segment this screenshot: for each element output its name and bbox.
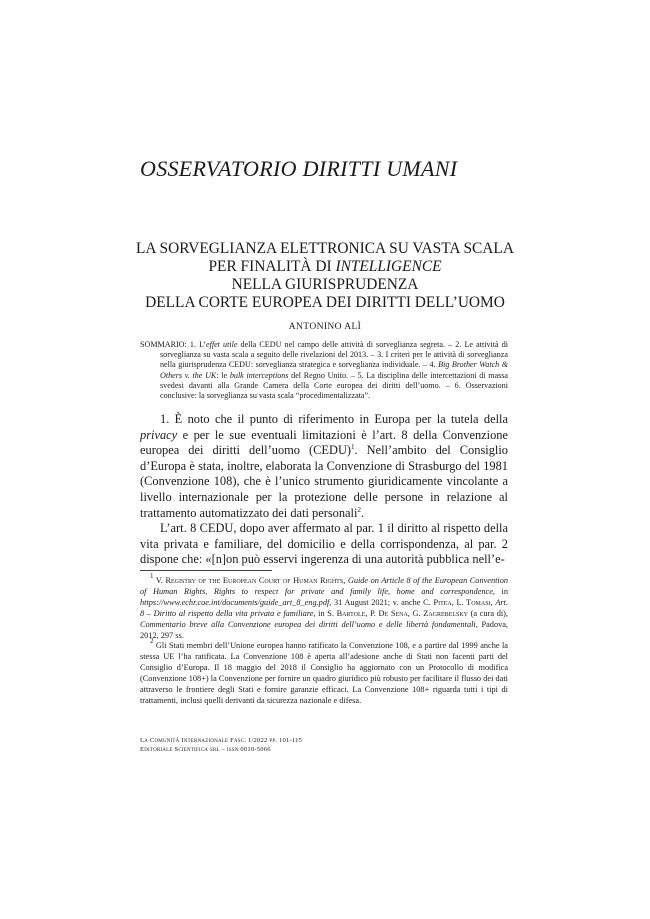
footnote-2 bbox=[140, 637, 508, 706]
summary-part: : le bbox=[216, 370, 230, 380]
summary-text bbox=[140, 340, 508, 401]
body-paragraph-2: L’art. 8 CEDU, dopo aver affermato al par. 1 il diritto al rispetto della vita privata e familiare, del domicilio e della corrispondenza, al par. 2 dispone che: «[n]on può esservi ingerenza di una autorità pubblica nell’e- bbox=[140, 521, 508, 567]
summary bbox=[140, 340, 508, 401]
summary-italic: Big Brother Watch & Others v. the UK bbox=[160, 360, 509, 380]
colophon-journal: La Comunità Internazionale Fasc. 1/2022 pp. 101-115 bbox=[140, 737, 303, 744]
summary-part: 1. L’ bbox=[186, 340, 206, 349]
footnote-smallcaps: S. Bartole, P. De Sena, G. Zagrebelsky bbox=[327, 608, 468, 618]
summary-italic: bulk interceptions bbox=[229, 370, 289, 380]
body-italic: privacy bbox=[140, 427, 178, 442]
footnote-part: , Padova, 2012, 297 ss. bbox=[140, 619, 508, 640]
article-title-line-2 bbox=[120, 258, 530, 276]
body-part: 1. È noto che il punto di riferimento in Europa per la tutela della bbox=[160, 412, 508, 426]
article-title-line-2-italic: INTELLIGENCE bbox=[335, 258, 442, 275]
body-part: . bbox=[360, 505, 365, 520]
footnote-part: (a cura di), bbox=[468, 608, 508, 618]
article-title-line-1: LA SORVEGLIANZA ELETTRONICA SU VASTA SCALA bbox=[136, 240, 514, 257]
colophon-publisher: Editoriale Scientifica srl – issn 0010-5066 bbox=[140, 746, 271, 753]
footnote-part: , in bbox=[313, 608, 328, 618]
summary-italic: effet utile bbox=[205, 340, 238, 349]
footnote-part: , bbox=[490, 597, 496, 607]
article-title-line-2-prefix: PER FINALITÀ DI bbox=[208, 258, 336, 275]
footnote-number: 1 bbox=[150, 572, 154, 580]
footnote-url-link[interactable]: https://www.echr.coe.int/documents/guide_art_8_eng.pdf bbox=[140, 597, 330, 607]
colophon bbox=[140, 736, 302, 754]
footnote-part: Gli Stati membri dell’Unione europea hanno ratificato la Convenzione 108, e a partire dal 1999 anche la stessa UE l’ha ratificata. La Convenzione 108 è aperta all’adesione anche di Stati non facenti parti del Consiglio d’Europa. Il 18 maggio del 2018 il Consiglio ha aggiornato con un Protocollo di modifica (Convenzione 108+) la Convenzione per fornire un quadro giuridico più robusto per facilitare il flusso dei dati attraverso le frontiere degli Stati e fornire garanzie efficaci. La Convenzione 108+ riguarda tutti i tipi di trattamenti, inclusi quelli derivanti da sicurezza nazionale e difesa. bbox=[140, 641, 508, 705]
footnote-italic: Guide on Article 8 of the European Convention of Human Rights, Rights to respect for private and family life, home and correspondence bbox=[140, 576, 509, 596]
footnote-part: V. bbox=[153, 576, 166, 585]
section-title: OSSERVATORIO DIRITTI UMANI bbox=[140, 156, 458, 181]
body-paragraph-1 bbox=[140, 412, 508, 521]
footnote-number: 2 bbox=[150, 637, 154, 646]
footnote-italic: Art. 8 – Diritto al rispetto della vita privata e familiare bbox=[140, 597, 509, 618]
footnote-smallcaps: C. Pitea, L. Tomasi bbox=[423, 597, 491, 607]
body-part: . Nell’ambito del Consiglio d’Europa è stata, inoltre, elaborata la Convenzione di Strasburgo del 1981 (Convenzione 108), che è l’unico strumento giuridicamente vincolante a livello internazionale per la protezione delle persone in relazione al trattamento automatizzato dei dati personali bbox=[140, 443, 508, 520]
article-title bbox=[120, 240, 530, 312]
footnote-1 bbox=[140, 572, 509, 641]
footnote-separator bbox=[140, 570, 272, 571]
footnote-smallcaps: Registry of the European Court of Human Rights bbox=[165, 576, 344, 585]
footnote-ref-1[interactable]: 1 bbox=[351, 443, 355, 452]
footnote-italic: Commentario breve alla Convenzione europea dei diritti dell’uomo e delle libertà fondamentali bbox=[140, 619, 476, 629]
article-title-line-3: NELLA GIURISPRUDENZA bbox=[231, 276, 419, 293]
footnote-part: , in bbox=[492, 586, 508, 596]
author-name: ANTONINO ALÌ bbox=[288, 322, 362, 332]
summary-part: del Regno Unito. – 5. La disciplina delle intercettazioni di massa svedesi davanti alla Grande Camera della Corte europea dei diritti dell’uomo. – 6. Osservazioni conclusive: la sorveglianza su vasta scala “procedimentalizzata”. bbox=[160, 370, 508, 401]
footnote-ref-2[interactable]: 2 bbox=[357, 505, 361, 514]
body-text bbox=[140, 412, 508, 568]
summary-label: SOMMARIO: bbox=[140, 340, 187, 349]
summary-part: della CEDU nel campo delle attività di sorveglianza segreta. – 2. Le attività di sorveglianza su vasta scala a seguito delle rivelazioni del 2013. – 3. I criteri per le attività di sorveglianza nella giurisprudenza CEDU: sorveglianza strategica e sorveglianza individuale. – 4. bbox=[160, 340, 508, 370]
footnote-part: , bbox=[343, 576, 348, 585]
footnote-part: , 31 August 2021; v. anche bbox=[329, 597, 424, 607]
footnotes bbox=[140, 572, 509, 707]
body-part: e per le sue eventuali limitazioni è l’art. 8 della Convenzione europea dei diritti dell’uomo (CEDU) bbox=[140, 427, 508, 458]
article-title-line-4: DELLA CORTE EUROPEA DEI DIRITTI DELL’UOMO bbox=[145, 294, 505, 311]
